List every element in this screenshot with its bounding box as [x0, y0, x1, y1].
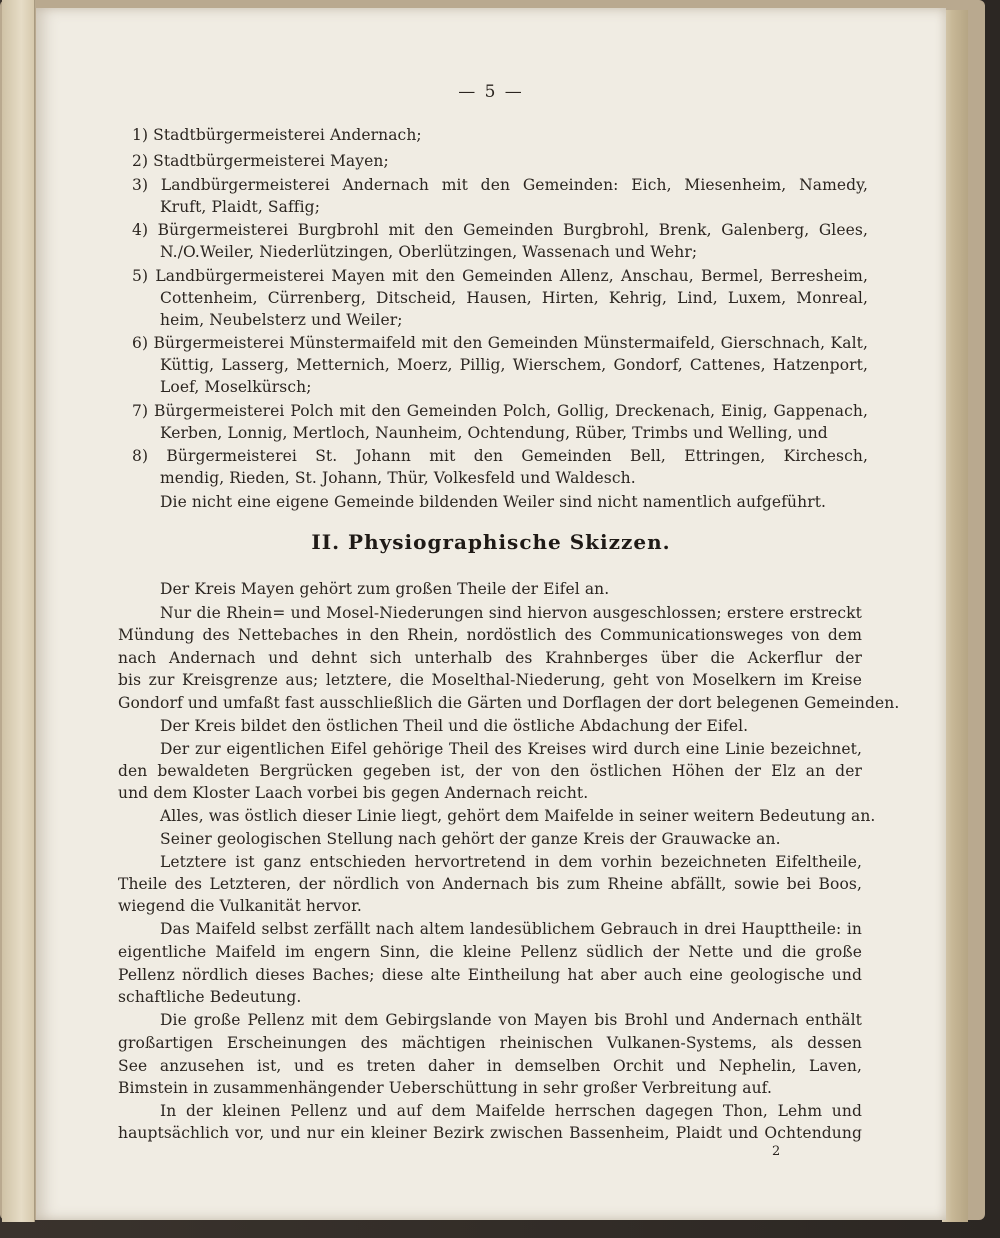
left-page-strip — [2, 0, 35, 1222]
paragraph-9-line-4: Bimstein in zusammenhängender Ueberschüttung in sehr großer Verbreitung auf. — [118, 1079, 772, 1097]
paragraph-10-line-2: hauptsächlich vor, und nur ein kleiner Bezirk zwischen Bassenheim, Plaidt und Ochtendung — [118, 1124, 862, 1142]
list-item-5-cont: Cottenheim, Cürrenberg, Ditscheid, Hausen, Hirten, Kehrig, Lind, Luxem, Monreal, — [160, 289, 868, 307]
paragraph-9-line-2: großartigen Erscheinungen des mächtigen rheinischen Vulkanen-Systems, als dessen — [118, 1034, 862, 1052]
paragraph-3: Der Kreis bildet den östlichen Theil und die östliche Abdachung der Eifel. — [160, 717, 749, 735]
list-item-7: 7) Bürgermeisterei Polch mit den Gemeinden Polch, Gollig, Dreckenach, Einig, Gappenach, — [132, 402, 868, 420]
list-item-3: 3) Landbürgermeisterei Andernach mit den Gemeinden: Eich, Miesenheim, Namedy, — [132, 176, 868, 194]
paragraph-9-line-3: See anzusehen ist, und es treten daher in demselben Orchit und Nephelin, Laven, — [118, 1057, 862, 1075]
paragraph-2-line-4: bis zur Kreisgrenze aus; letztere, die Moselthal-Niederung, geht von Moselkern im Kreise — [118, 671, 862, 689]
paragraph-8-line-4: schaftliche Bedeutung. — [118, 988, 302, 1006]
paragraph-10-line-1: In der kleinen Pellenz und auf dem Maifelde herrschen dagegen Thon, Lehm und — [160, 1102, 862, 1120]
list-item-1: 1) Stadtbürgermeisterei Andernach; — [132, 126, 422, 144]
list-item-8-cont: mendig, Rieden, St. Johann, Thür, Volkesfeld und Waldesch. — [160, 469, 636, 487]
paragraph-4-line-3: und dem Kloster Laach vorbei bis gegen Andernach reicht. — [118, 784, 589, 802]
document-page — [36, 8, 946, 1220]
list-item-3-cont: Kruft, Plaidt, Saffig; — [160, 198, 321, 216]
list-item-6: 6) Bürgermeisterei Münstermaifeld mit den Gemeinden Münstermaifeld, Gierschnach, Kalt, — [132, 334, 868, 352]
list-item-2: 2) Stadtbürgermeisterei Mayen; — [132, 152, 389, 170]
signature-mark: 2 — [772, 1144, 781, 1159]
paragraph-2-line-2: Mündung des Nettebaches in den Rhein, nordöstlich des Communicationsweges von dem — [118, 626, 862, 644]
paragraph-5: Alles, was östlich dieser Linie liegt, gehört dem Maifelde in seiner weitern Bedeutung an. — [160, 807, 876, 825]
paragraph-1: Der Kreis Mayen gehört zum großen Theile der Eifel an. — [160, 580, 610, 598]
paragraph-2-line-1: Nur die Rhein= und Mosel-Niederungen sind hiervon ausgeschlossen; erstere erstreckt — [160, 604, 862, 622]
paragraph-6: Seiner geologischen Stellung nach gehört der ganze Kreis der Grauwacke an. — [160, 830, 781, 848]
paragraph-7-line-2: Theile des Letzteren, der nördlich von Andernach bis zum Rheine abfällt, sowie bei Boos, — [118, 875, 862, 893]
paragraph-4-line-2: den bewaldeten Bergrücken gegeben ist, der von den östlichen Höhen der Elz an der — [118, 762, 862, 780]
paragraph-8-line-2: eigentliche Maifeld im engern Sinn, die kleine Pellenz südlich der Nette und die große — [118, 943, 862, 961]
paragraph-2-line-5: Gondorf und umfaßt fast ausschließlich die Gärten und Dorflagen der dort belegenen Gemeinden. — [118, 694, 900, 712]
paragraph-8-line-3: Pellenz nördlich dieses Baches; diese alte Eintheilung hat aber auch eine geologische und — [118, 966, 862, 984]
paragraph-9-line-1: Die große Pellenz mit dem Gebirgslande von Mayen bis Brohl und Andernach enthält — [160, 1011, 862, 1029]
list-item-6-cont2: Loef, Moselkürsch; — [160, 378, 312, 396]
list-item-5: 5) Landbürgermeisterei Mayen mit den Gemeinden Allenz, Anschau, Bermel, Berresheim, — [132, 267, 868, 285]
page-number: — 5 — — [458, 82, 524, 102]
list-item-5-cont2: heim, Neubelsterz und Weiler; — [160, 311, 403, 329]
section-heading: II. Physiographische Skizzen. — [311, 530, 671, 554]
paragraph-7-line-3: wiegend die Vulkanität hervor. — [118, 897, 362, 915]
paragraph-2-line-3: nach Andernach und dehnt sich unterhalb des Krahnberges über die Ackerflur der — [118, 649, 862, 667]
paragraph-7-line-1: Letztere ist ganz entschieden hervortretend in dem vorhin bezeichneten Eifeltheile, — [160, 853, 862, 871]
paragraph-4-line-1: Der zur eigentlichen Eifel gehörige Theil des Kreises wird durch eine Linie bezeichnet, — [160, 740, 862, 758]
list-item-6-cont: Küttig, Lasserg, Metternich, Moerz, Pillig, Wierschem, Gondorf, Cattenes, Hatzenport, — [160, 356, 868, 374]
list-item-7-cont: Kerben, Lonnig, Mertloch, Naunheim, Ochtendung, Rüber, Trimbs und Welling, und — [160, 424, 828, 442]
list-item-4: 4) Bürgermeisterei Burgbrohl mit den Gemeinden Burgbrohl, Brenk, Galenberg, Glees, — [132, 221, 868, 239]
paragraph-8-line-1: Das Maifeld selbst zerfällt nach altem landesüblichem Gebrauch in drei Haupttheile: in — [160, 920, 862, 938]
list-item-4-cont: N./O.Weiler, Niederlützingen, Oberlützingen, Wassenach und Wehr; — [160, 243, 698, 261]
list-note: Die nicht eine eigene Gemeinde bildenden Weiler sind nicht namentlich aufgeführt. — [160, 493, 827, 511]
list-item-8: 8) Bürgermeisterei St. Johann mit den Gemeinden Bell, Ettringen, Kirchesch, — [132, 447, 868, 465]
